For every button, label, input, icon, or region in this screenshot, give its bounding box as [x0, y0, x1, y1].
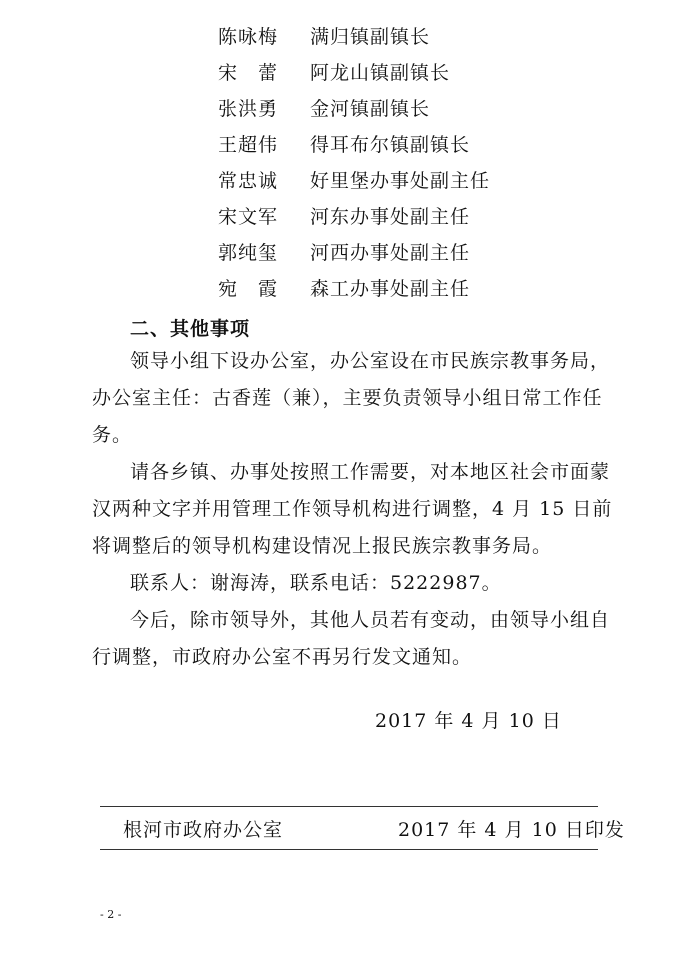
member-title: 森工办事处副主任 [310, 278, 471, 300]
member-name: 宋 蕾 [218, 62, 279, 84]
member-name: 常忠诚 [218, 170, 279, 192]
paragraph-changes: 今后，除市领导外，其他人员若有变动，由领导小组自行调整，市政府办公室不再另行发文通知。 [92, 609, 611, 668]
signature-date: 2017 年 4 月 10 日 [375, 710, 562, 732]
page-number: - 2 - [100, 908, 122, 921]
member-name: 郭纯玺 [218, 242, 279, 264]
member-title: 河东办事处副主任 [310, 206, 471, 228]
member-name: 陈咏梅 [218, 26, 279, 48]
footer-issuing-office: 根河市政府办公室 [123, 819, 284, 841]
member-row [0, 96, 690, 132]
member-title: 得耳布尔镇副镇长 [310, 134, 471, 156]
paragraph-adjustment: 请各乡镇、办事处按照工作需要，对本地区社会市面蒙汉两种文字并用管理工作领导机构进行调整，4 月 15 日前将调整后的领导机构建设情况上报民族宗教事务局。 [92, 461, 613, 557]
footer-bottom-rule [100, 849, 598, 850]
member-row [0, 168, 690, 204]
member-title: 满归镇副镇长 [310, 26, 431, 48]
member-row [0, 60, 690, 96]
section-heading: 二、其他事项 [130, 318, 251, 340]
member-row [0, 240, 690, 276]
footer-print-date: 2017 年 4 月 10 日印发 [398, 819, 625, 841]
member-title: 好里堡办事处副主任 [310, 170, 491, 192]
footer-top-rule [100, 806, 598, 807]
member-name: 张洪勇 [218, 98, 279, 120]
member-title: 阿龙山镇副镇长 [310, 62, 451, 84]
member-name: 宋文军 [218, 206, 279, 228]
member-row [0, 24, 690, 60]
member-title: 金河镇副镇长 [310, 98, 431, 120]
member-row [0, 204, 690, 240]
member-row [0, 276, 690, 312]
member-name: 宛 霞 [218, 278, 279, 300]
paragraph-contact: 联系人：谢海涛，联系电话：5222987。 [130, 572, 502, 594]
member-name: 王超伟 [218, 134, 279, 156]
member-row [0, 132, 690, 168]
member-title: 河西办事处副主任 [310, 242, 471, 264]
paragraph-office: 领导小组下设办公室，办公室设在市民族宗教事务局，办公室主任：古香莲（兼），主要负责领导小组日常工作任务。 [92, 350, 611, 446]
